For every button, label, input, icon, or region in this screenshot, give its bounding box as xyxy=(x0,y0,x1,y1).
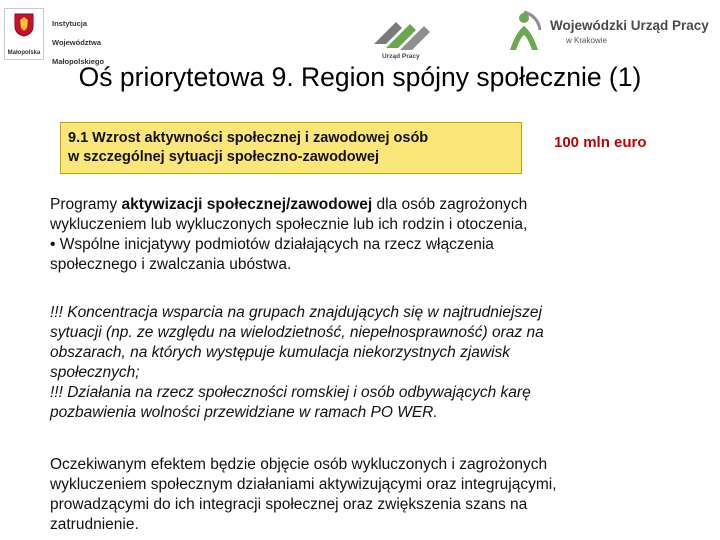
institution-line: Województwa xyxy=(52,38,102,47)
paragraph-line: wykluczeniem społecznym działaniami aktywizującymi oraz integrującymi, xyxy=(50,476,557,493)
paragraph-line: społecznego i zwalczania ubóstwa. xyxy=(50,256,292,273)
paragraph-line: obszarach, na których występuje kumulacja niekorzystnych zjawisk xyxy=(50,344,511,361)
expected-effect-paragraph xyxy=(50,455,557,535)
text-run: dla osób zagrożonych xyxy=(372,196,528,213)
concentration-paragraph xyxy=(50,303,544,423)
paragraph-line: społecznych; xyxy=(50,364,140,381)
paragraph-line: pozbawienia wolności przewidziane w ramach PO WER. xyxy=(50,404,438,421)
emblem-caption: Małopolska xyxy=(7,50,41,56)
paragraph-line: wykluczeniem lub wykluczonych społecznie lub ich rodzin i otoczenia, xyxy=(50,216,528,233)
wup-person-icon xyxy=(502,10,546,54)
measure-box xyxy=(60,122,522,174)
paragraph-line xyxy=(50,195,527,215)
institution-line: Instytucja xyxy=(52,19,88,28)
paragraph-line: prowadzącymi do ich integracji społecznej oraz zwiększenia szans na xyxy=(50,496,528,513)
paragraph-line: !!! Koncentracja wsparcia na grupach znajdujących się w najtrudniejszej xyxy=(50,304,542,321)
wup-location: w Krakowie xyxy=(566,36,607,45)
measure-line: 9.1 Wzrost aktywności społecznej i zawodowej osób xyxy=(68,130,429,146)
allocation-amount: 100 mln euro xyxy=(554,134,647,151)
paragraph-line: zatrudnienie. xyxy=(50,516,139,533)
bold-phrase: aktywizacji społecznej/zawodowej xyxy=(121,196,373,213)
labour-office-arrows-icon xyxy=(372,14,434,54)
malopolska-institution-logo xyxy=(4,6,124,64)
urzad-pracy-caption: Urząd Pracy xyxy=(382,53,420,60)
programs-paragraph xyxy=(50,195,527,275)
paragraph-line: sytuacji (np. ze względu na wielodzietność, niepełnosprawność) oraz na xyxy=(50,324,544,341)
measure-line: w szczególnej sytuacji społeczno-zawodowej xyxy=(68,149,380,165)
malopolska-emblem xyxy=(4,8,44,60)
paragraph-line: !!! Działania na rzecz społeczności romskiej i osób odbywających karę xyxy=(50,384,531,401)
slide-title: Oś priorytetowa 9. Region spójny społecznie (1) xyxy=(78,62,642,92)
wup-krakow-logo xyxy=(502,10,718,54)
text-run: Programy xyxy=(50,196,122,213)
coat-of-arms-icon xyxy=(14,13,34,37)
institution-line: Małopolskiego xyxy=(52,57,105,66)
urzad-pracy-logo xyxy=(364,14,444,64)
paragraph-line: Oczekiwanym efektem będzie objęcie osób wykluczonych i zagrożonych xyxy=(50,456,548,473)
wup-name: Wojewódzki Urząd Pracy xyxy=(550,18,709,33)
paragraph-line: • Wspólne inicjatywy podmiotów działających na rzecz włączenia xyxy=(50,236,494,253)
